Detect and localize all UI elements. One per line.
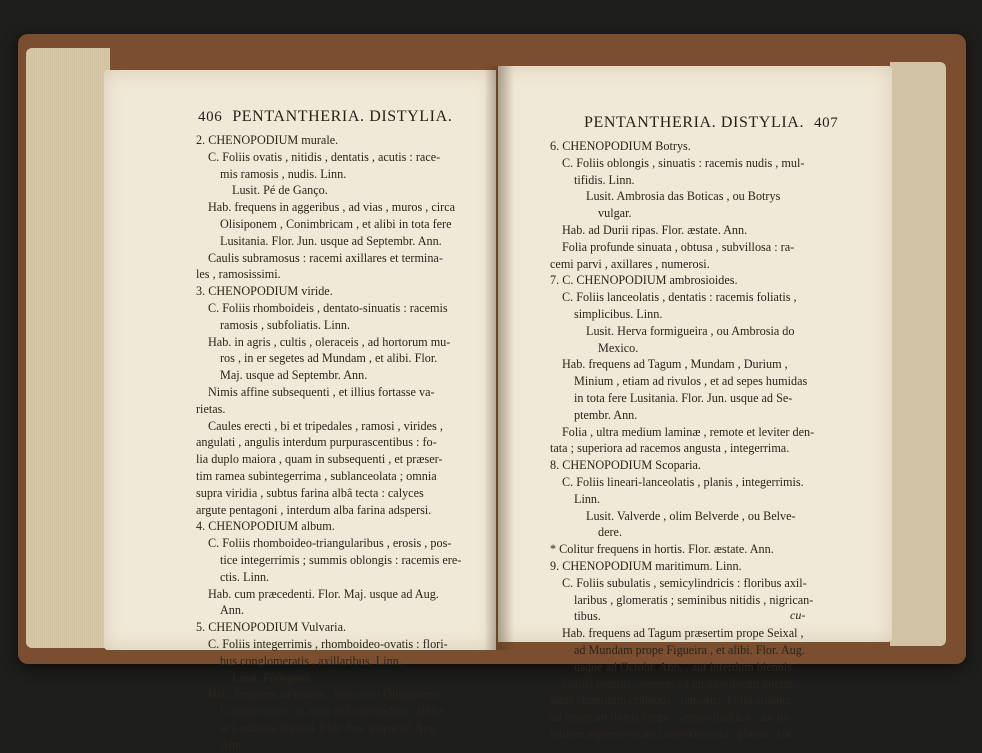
text-line: 8. CHENOPODIUM Scoparia. (550, 458, 701, 473)
text-line: ros , in er segetes ad Mundam , et alibi. Flor. (220, 351, 438, 366)
text-line: cemi parvi , axillares , numerosi. (550, 256, 710, 271)
text-line: Lusit. Valverde , olim Belverde , ou Belve- (586, 508, 796, 523)
text-line: et Lusitania boreali. Flor. Jun. usque ad Aug. (220, 720, 439, 735)
text-line: in tota fere Lusitania. Flor. Jun. usque ad Se- (574, 390, 793, 405)
book-gutter (484, 66, 514, 650)
text-line: Hab. frequens ad Tagum præsertim prope Seixal , (562, 626, 804, 641)
text-line: C. Foliis ovatis , nitidis , dentatis , acutis : race- (208, 149, 441, 164)
text-line: tim ramea subintegerrima , sublanceolata ; omnia (196, 468, 437, 483)
text-line: bus conglomeratis , axillaribus. Linn. (220, 653, 402, 668)
text-line: Caulis erectus , septem ad quatuordecim uncias (562, 676, 794, 691)
text-line: C. Foliis lineari-lanceolatis , planis , integerrimis. (562, 474, 804, 489)
text-line: lia duplo maiora , quam in subsequenti , et præser- (196, 452, 443, 467)
left-running-head: PENTANTHERIA. DISTYLIA. (232, 108, 453, 125)
right-page-header (584, 114, 868, 132)
text-line: ad Mundam prope Figueira , et alibi. Flor. Aug. (574, 642, 805, 657)
text-line: Folia , ultra medium laminæ , remote et leviter den- (562, 424, 815, 439)
text-line: Ann. (220, 737, 245, 752)
text-line: vulgar. (598, 206, 632, 221)
text-line: terdum superne etiam convexiuscula , glabra , suc- (550, 726, 798, 741)
text-line: C. Foliis oblongis , sinuatis : racemis nudis , mul- (562, 155, 805, 170)
text-line: C. Foliis lanceolatis , dentatis : racemis foliatis , (562, 290, 797, 305)
text-line: Lusit. Ambrosia das Boticas , ou Botrys (586, 189, 781, 204)
text-line: rietas. (196, 401, 226, 416)
text-line: Lusit. Fédegosa. (232, 670, 313, 685)
text-line: Hab. frequens ad Tagum , Mundam , Durium , (562, 357, 788, 372)
text-line: argute pentagoni , interdum alba farina adspersi. (196, 502, 432, 517)
text-line: Hab. frequens ad muros , vias circa Olisiponem , (208, 687, 446, 702)
text-line: Lusit. Pé de Ganço. (232, 183, 328, 198)
text-line: ptembr. Ann. (574, 407, 638, 422)
text-line: Lusitania. Flor. Jun. usque ad Septembr. Ann. (220, 233, 442, 248)
text-line: Nimis affine subsequenti , et illius fortasse va- (208, 384, 435, 399)
text-line: Hab. frequens in aggeribus , ad vias , muros , circa (208, 200, 456, 215)
right-page-text (550, 138, 818, 743)
catchword: cu- (790, 608, 806, 622)
text-line: Minium , etiam ad rivulos , et ad sepes humidas (574, 374, 808, 389)
right-page-edges (890, 62, 946, 646)
text-line: 4. CHENOPODIUM album. (196, 519, 335, 534)
text-line: C. Foliis rhomboideo-triangularibus , erosis , pos- (208, 536, 452, 551)
right-running-head: PENTANTHERIA. DISTYLIA. (584, 114, 805, 131)
text-line: Lusit. Herva formigueira , ou Ambrosia do (586, 323, 795, 338)
text-line: * Colitur frequens in hortis. Flor. æstate. Ann. (550, 542, 774, 557)
text-line: tice integerrimis ; summis oblongis : racemis ere- (220, 552, 462, 567)
text-line: mis ramosis , nudis. Linn. (220, 166, 347, 181)
text-line: ctis. Linn. (220, 569, 270, 584)
text-line: 2. CHENOPODIUM murale. (196, 133, 339, 147)
text-line: 7. C. CHENOPODIUM ambrosioides. (550, 273, 738, 288)
text-line: laribus , glomeratis ; seminibus nitidis , nigrican- (574, 592, 814, 607)
text-line: supra viridia , subtus farina albâ tecta : calyces (196, 485, 424, 500)
text-line: tibus. (574, 609, 601, 624)
text-line: Ann. (220, 603, 245, 618)
text-line: ad tredecim lineas longa , semicylindrica , aut in- (550, 710, 791, 725)
text-line: Caules erecti , bi et tripedales , ramosi , virides , (208, 418, 443, 433)
text-line: Hab. in agris , cultis , oleraceis , ad hortorum mu- (208, 334, 451, 349)
left-page-text (196, 132, 484, 753)
text-line: 5. CHENOPODIUM Vulvaria. (196, 620, 347, 635)
text-line: ramosis , subfoliatis. Linn. (220, 317, 350, 332)
text-line: Hab. ad Durii ripas. Flor. æstate. Ann. (562, 222, 748, 237)
text-line: angulati , angulis interdum purpurascentibus : fo- (196, 435, 437, 450)
text-line: Maj. usque ad Septembr. Ann. (220, 368, 368, 383)
right-page-number: 407 (814, 115, 839, 131)
left-page-number: 406 (198, 109, 223, 125)
text-line: C. Foliis subulatis , semicylindricis : floribus axil- (562, 575, 807, 590)
text-line: Hab. cum præcedenti. Flor. Maj. usque ad Aug. (208, 586, 439, 601)
text-line: tata ; superiora ad racemos angusta , integerrima. (550, 441, 790, 456)
text-line: usque ad Octobr. Ann. , aut interdum biennis. (574, 659, 796, 674)
text-line: Conimbricam , et alibi in Extremadura , Beira , (220, 704, 450, 719)
left-page-edges (26, 48, 110, 648)
left-page-header (198, 108, 474, 126)
text-line: Mexico. (598, 340, 639, 355)
text-line: Olisiponem , Conimbricam , et alibi in tota fere (220, 216, 452, 231)
text-line: Folia profunde sinuata , obtusa , subvillosa : ra- (562, 239, 795, 254)
text-line: altus , interdum obliquus , ramosus. Folia quatuor (550, 693, 793, 708)
text-line: dere. (598, 525, 623, 540)
text-line: les , ramosissimi. (196, 267, 281, 282)
text-line: C. Foliis integerrimis , rhomboideo-ovatis : flori- (208, 636, 448, 651)
text-line: tifidis. Linn. (574, 172, 635, 187)
text-line: C. Foliis rhomboideis , dentato-sinuatis : racemis (208, 300, 448, 315)
text-line: 6. CHENOPODIUM Botrys. (550, 139, 691, 153)
text-line: Linn. (574, 491, 601, 506)
text-line: 9. CHENOPODIUM maritimum. Linn. (550, 558, 742, 573)
text-line: simplicibus. Linn. (574, 306, 663, 321)
text-line: Caulis subramosus : racemi axillares et termina- (208, 250, 443, 265)
text-line: 3. CHENOPODIUM viride. (196, 284, 333, 299)
